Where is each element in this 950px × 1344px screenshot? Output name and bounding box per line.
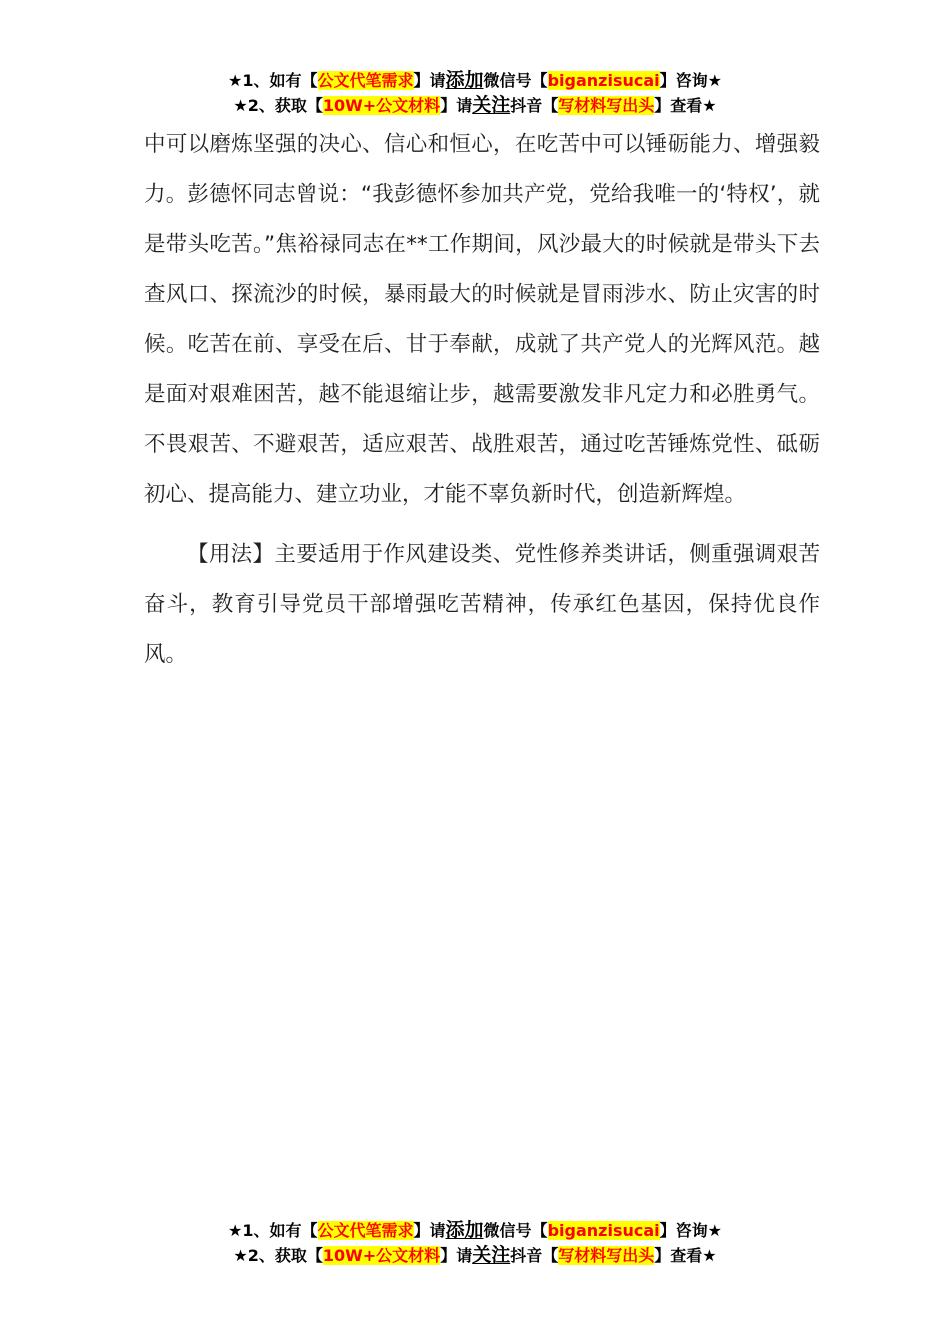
banner-line-2: [0, 1243, 950, 1268]
banner-emphasis: 关注: [472, 94, 511, 116]
banner-text: 】请: [440, 96, 473, 115]
banner-text: ★2、获取【: [233, 96, 323, 115]
footer-banner: [0, 1218, 950, 1268]
banner-text: 】查看★: [654, 96, 717, 115]
banner-text: ★2、获取【: [233, 1246, 323, 1265]
banner-text: 】查看★: [654, 1246, 717, 1265]
highlight-materials: 10W+公文材料: [322, 1246, 441, 1265]
banner-emphasis: 关注: [472, 1244, 511, 1266]
banner-text: 】请: [413, 71, 446, 90]
banner-text: ★1、如有【: [228, 1221, 318, 1240]
banner-text: 微信号【: [483, 1221, 548, 1240]
highlight-materials: 10W+公文材料: [322, 96, 441, 115]
banner-text: ★1、如有【: [228, 71, 318, 90]
highlight-service: 公文代笔需求: [317, 1221, 414, 1240]
banner-emphasis: 添加: [445, 1219, 484, 1241]
banner-text: 】请: [440, 1246, 473, 1265]
banner-text: 】咨询★: [659, 1221, 722, 1240]
document-body: [144, 120, 820, 680]
header-banner: [0, 68, 950, 118]
banner-line-1: [0, 1218, 950, 1243]
banner-text: 微信号【: [483, 71, 548, 90]
banner-line-2: [0, 93, 950, 118]
highlight-douyin-account: 写材料写出头: [558, 1246, 655, 1265]
usage-paragraph: 【用法】主要适用于作风建设类、党性修养类讲话，侧重强调艰苦奋斗，教育引导党员干部增强吃苦精神，传承红色基因，保持优良作风。: [144, 542, 820, 667]
highlight-service: 公文代笔需求: [317, 71, 414, 90]
highlight-wechat-id: biganzisucai: [547, 1221, 660, 1240]
highlight-wechat-id: biganzisucai: [547, 71, 660, 90]
banner-text: 抖音【: [510, 96, 559, 115]
banner-text: 】请: [413, 1221, 446, 1240]
body-paragraph: 中可以磨炼坚强的决心、信心和恒心，在吃苦中可以锤砺能力、增强毅力。彭德怀同志曾说：“我彭德怀参加共产党，党给我唯一的‘特权’，就是带头吃苦。”焦裕禄同志在**工作期间，风沙最大的时候就是带头下去查风口、探流沙的时候，暴雨最大的时候就是冒雨涉水、防止灾害的时候。吃苦在前、享受在后、甘于奉献，成就了共产党人的光辉风范。越是面对艰难困苦，越不能退缩让步，越需要激发非凡定力和必胜勇气。不畏艰苦、不避艰苦，适应艰苦、战胜艰苦，通过吃苦锤炼党性、砥砺初心、提高能力、建立功业，才能不辜负新时代，创造新辉煌。: [144, 132, 820, 507]
banner-text: 】咨询★: [659, 71, 722, 90]
highlight-douyin-account: 写材料写出头: [558, 96, 655, 115]
banner-line-1: [0, 68, 950, 93]
banner-emphasis: 添加: [445, 69, 484, 91]
banner-text: 抖音【: [510, 1246, 559, 1265]
